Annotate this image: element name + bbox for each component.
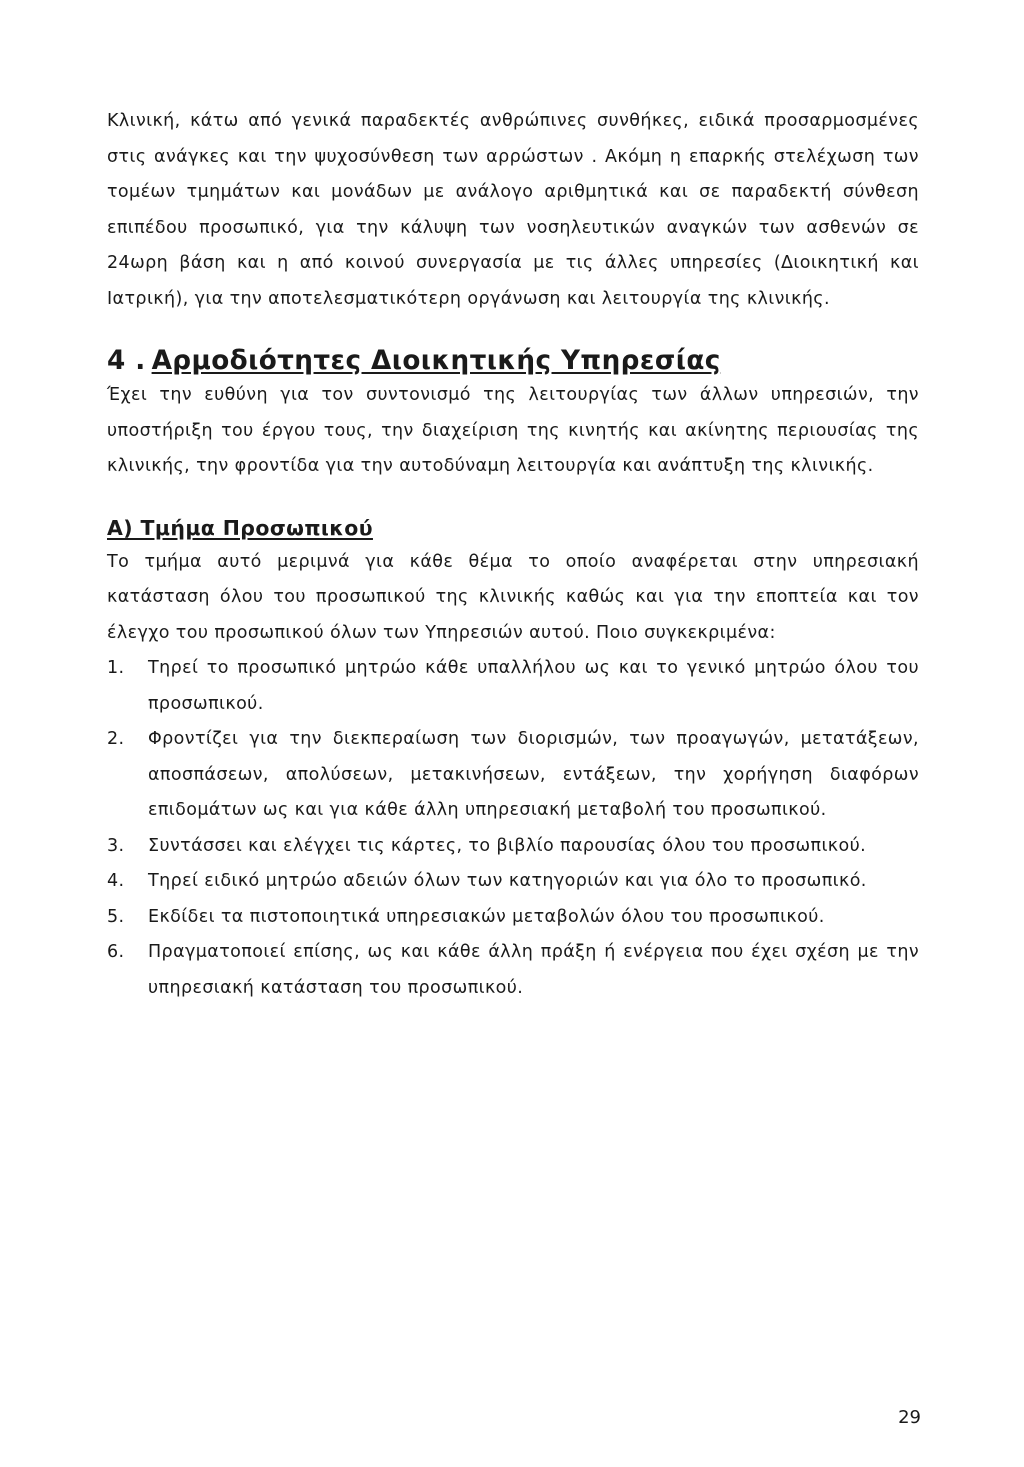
list-item-number: 1.	[107, 658, 125, 678]
list-item	[107, 864, 919, 900]
list-item-number: 3.	[107, 835, 125, 856]
list-item-text: Τηρεί το προσωπικό μητρώο κάθε υπαλλήλου ως και το γενικό μητρώο όλου του προσωπικού.	[148, 658, 919, 714]
list-item-text: Εκδίδει τα πιστοποιητικά υπηρεσιακών μεταβολών όλου του προσωπικού.	[148, 906, 825, 927]
section-4-body: Έχει την ευθύνη για τον συντονισμό της λειτουργίας των άλλων υπηρεσιών, την υποστήριξη του έργου τους, την διαχείριση της κινητής και ακίνητης περιουσίας της κλινικής, την φροντίδα για την αυτοδύναμη λειτουργία και ανάπτυξη της κλινικής.	[107, 385, 919, 476]
page-number: 29	[898, 1407, 921, 1428]
intro-paragraph: Κλινική, κάτω από γενικά παραδεκτές ανθρώπινες συνθήκες, ειδικά προσαρμοσμένες στις ανάγκες και την ψυχοσύνθεση των αρρώστων . Ακόμη η επαρκής στελέχωση των τομέων τμημάτων και μονάδων με ανάλογο αριθμητικά και σε παραδεκτή σύνθεση επιπέδου προσωπικό, για την κάλυψη των νοσηλευτικών αναγκών των ασθενών σε 24ωρη βάση και η από κοινού συνεργασία με τις άλλες υπηρεσίες (Διοικητική και Ιατρική), για την αποτελεσματικότερη οργάνωση και λειτουργία της κλινικής.	[107, 111, 919, 309]
list-item-number: 2.	[107, 729, 125, 749]
section-4-heading	[107, 344, 919, 378]
subsection-a-body: Το τμήμα αυτό μεριμνά για κάθε θέμα το οποίο αναφέρεται στην υπηρεσιακή κατάσταση όλου του προσωπικού της κλινικής καθώς και για την εποπτεία και τον έλεγχο του προσωπικού όλων των Υπηρεσιών αυτού. Ποιο συγκεκριμένα:	[107, 551, 919, 643]
list-item-number: 5.	[107, 906, 125, 927]
list-item	[107, 935, 919, 1006]
list-item-text: Τηρεί ειδικό μητρώο αδειών όλων των κατηγοριών και για όλο το προσωπικό.	[148, 871, 867, 891]
subsection-a-title: Α) Τμήμα Προσωπικού	[107, 515, 373, 540]
list-item-text: Φροντίζει για την διεκπεραίωση των διορισμών, των προαγωγών, μετατάξεων, αποσπάσεων, απολύσεων, μετακινήσεων, εντάξεων, την χορήγηση διαφόρων επιδομάτων ως και για κάθε άλλη υπηρεσιακή μεταβολή του προσωπικού.	[148, 729, 919, 820]
section-4-number: 4 .	[107, 346, 146, 376]
list-item	[107, 900, 919, 936]
list-item	[107, 722, 919, 829]
section-4-title: Αρμοδιότητες Διοικητικής Υπηρεσίας	[151, 346, 721, 376]
list-item	[107, 829, 919, 865]
list-item-number: 4.	[107, 871, 125, 891]
list-item-number: 6.	[107, 942, 125, 962]
list-item	[107, 651, 919, 722]
document-page	[107, 104, 919, 1006]
subsection-a-heading	[107, 511, 919, 545]
duties-list	[107, 651, 919, 1006]
list-item-text: Συντάσσει και ελέγχει τις κάρτες, το βιβλίο παρουσίας όλου του προσωπικού.	[148, 835, 867, 856]
list-item-text: Πραγματοποιεί επίσης, ως και κάθε άλλη πράξη ή ενέργεια που έχει σχέση με την υπηρεσιακή κατάσταση του προσωπικού.	[148, 942, 919, 998]
